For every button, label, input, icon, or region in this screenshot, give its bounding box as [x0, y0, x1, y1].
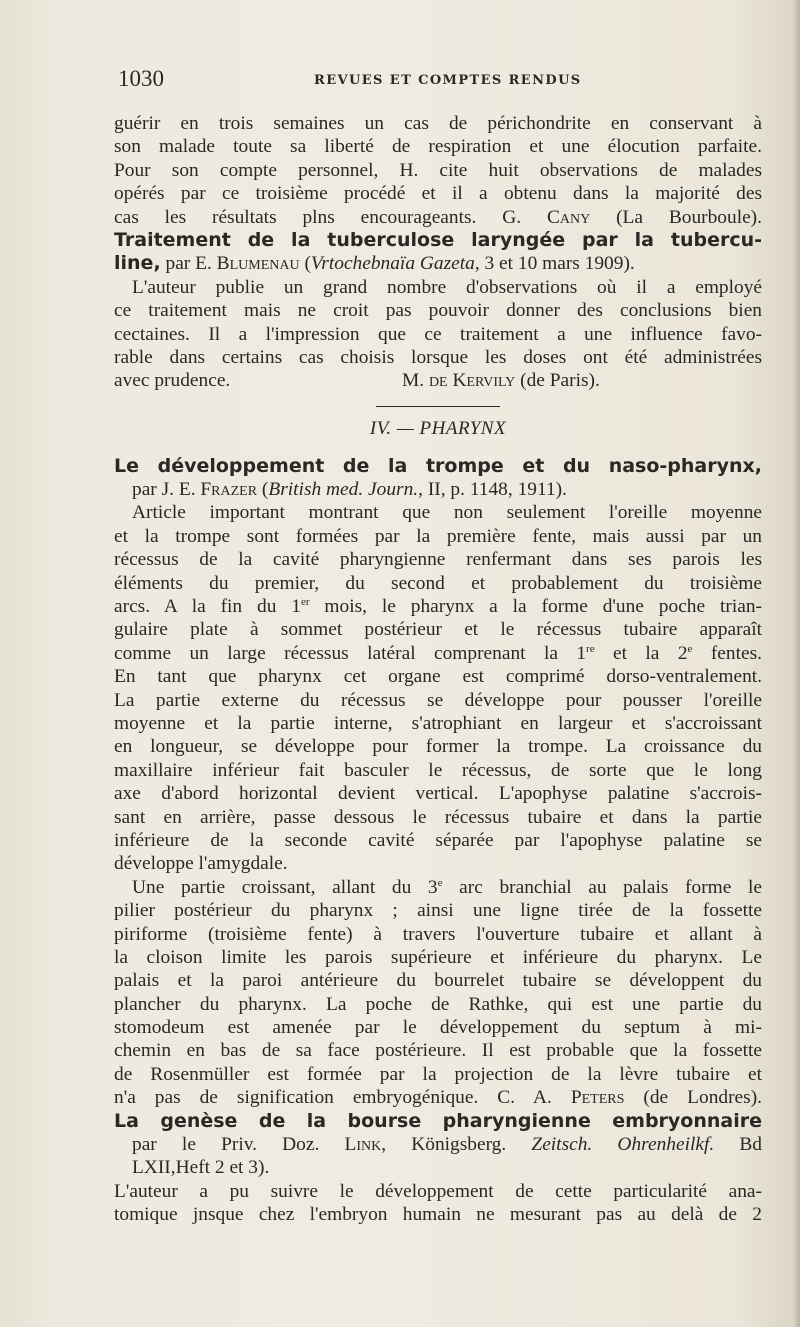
signature-name: Kervily: [452, 370, 516, 392]
journal-details: , II, p. 1148, 1911).: [418, 479, 567, 501]
article-byline: [114, 478, 762, 501]
text-line: en longueur, se développe pour former la trompe. La croissance du: [114, 736, 762, 758]
section-divider: [376, 406, 500, 407]
page-edge: [792, 0, 800, 1327]
text-line: gulaire plate à sommet postérieur et le récessus tubaire apparaît: [114, 619, 762, 641]
page-number: 1030: [118, 66, 164, 91]
signature: [497, 1087, 762, 1108]
text-fragment: Une partie croissant, allant du 3: [132, 876, 438, 898]
byline-prefix: par J. E.: [132, 479, 201, 501]
text-line: Pour son compte personnel, H. cite huit observations de malades: [114, 159, 762, 181]
text-line: plancher du pharynx. La poche de Rathke, qui est une partie du: [114, 993, 762, 1015]
text-line: éléments du premier, du second et probablement du troisième: [114, 572, 762, 594]
article-title: Traitement de la tuberculose laryngée par la tubercu-: [114, 228, 762, 251]
article-title: Le développement de la trompe et du naso-pharynx,: [114, 454, 762, 477]
author-name: Blumenau: [216, 253, 300, 275]
text-line: piriforme (troisième fente) à travers l'ouverture tubaire et allant à: [114, 923, 762, 945]
byline-paren: (: [257, 479, 269, 501]
text-line: [114, 1086, 762, 1109]
signature-particle: de: [428, 370, 448, 392]
article-developpement: [114, 455, 762, 1110]
text-line: développe l'amygdale.: [114, 853, 288, 875]
signature-initial: G.: [502, 206, 547, 228]
superscript: er: [300, 596, 310, 609]
author-name: Link: [344, 1134, 382, 1156]
text-line: La partie externe du récessus se développe pour pousser l'oreille: [114, 689, 762, 711]
text-line: L'auteur publie un grand nombre d'observations où il a employé: [132, 276, 762, 298]
text-fragment: et la 2: [594, 642, 688, 664]
text-line: opérés par ce troisième procédé et il a obtenu dans la majorité des: [114, 183, 762, 205]
text-line: L'auteur a pu suivre le développement de cette particularité ana-: [114, 1180, 762, 1202]
text-fragment: arcs. A la fin du 1: [114, 596, 301, 618]
author-name: Frazer: [200, 479, 258, 501]
text-fragment: n'a pas de signification embryogénique.: [114, 1087, 479, 1109]
text-line: maxillaire inférieur fait basculer le récessus, de sorte que le long: [114, 759, 762, 781]
superscript: e: [687, 642, 693, 655]
superscript: re: [586, 642, 595, 655]
signature: [402, 369, 600, 392]
signature-initial: M.: [402, 370, 429, 392]
byline-prefix: par le Priv. Doz.: [132, 1134, 345, 1156]
signature-place: (de Paris).: [515, 370, 600, 392]
text-line: palais et la paroi antérieure du bourrelet tubaire se développent du: [114, 970, 762, 992]
text-line: inférieure de la seconde cavité séparée par l'apophyse palatine se: [114, 829, 762, 851]
text-fragment: avec prudence.: [114, 370, 231, 392]
signature-place: (de Londres).: [624, 1087, 762, 1109]
article-title: La genèse de la bourse pharyngienne embryonnaire: [114, 1109, 762, 1132]
journal-name: Zeitsch. Ohrenheilkf.: [531, 1134, 715, 1156]
text-line: sant en arrière, passe dessous le récessus tubaire et dans la partie: [114, 806, 762, 828]
text-line: chemin en bas de sa face postérieure. Il est probable que la fossette: [114, 1040, 762, 1062]
article-bourse-pharyngienne: [114, 1110, 762, 1227]
text-fragment: fentes.: [692, 642, 762, 664]
text-fragment: arc branchial au palais forme le: [442, 876, 762, 898]
page-header: [114, 64, 762, 94]
text-line: rable dans certains cas choisis lorsque les doses ont été administrées: [114, 346, 762, 368]
byline-paren: (: [299, 253, 311, 275]
text-line: guérir en trois semaines un cas de périchondrite en conservant à: [114, 113, 762, 134]
text-line: [114, 206, 762, 229]
text-line: moyenne et la partie interne, s'atrophiant en largeur et s'accroissant: [114, 712, 762, 734]
signature: [502, 207, 762, 228]
article-title-end: line,: [114, 252, 161, 275]
journal-name: British med. Journ.: [268, 479, 419, 501]
superscript: e: [437, 876, 443, 889]
text-line: son malade toute sa liberté de respiration et une élocution parfaite.: [114, 136, 762, 158]
article-byline-continued: LXII,Heft 2 et 3).: [132, 1157, 270, 1179]
article-tuberculose: [114, 229, 762, 393]
journal-name: Vrtochebnaïa Gazeta: [310, 253, 475, 275]
text-line: En tant que pharynx cet organe est comprimé dorso-ventralement.: [114, 666, 762, 688]
text-line: et la trompe sont formées par la première fente, mais aussi par un: [114, 525, 762, 547]
signature-name: Peters: [570, 1087, 625, 1109]
journal-details: , 3 et 10 mars 1909).: [474, 253, 635, 275]
text-fragment: cas les résultats plns encourageants.: [114, 206, 477, 228]
text-line: cectaines. Il a l'impression que ce traitement a une influence favo-: [114, 323, 762, 345]
text-line: [114, 876, 762, 899]
text-line: de Rosenmüller est formée par la projection de la lèvre tubaire et: [114, 1063, 762, 1085]
text-line: axe d'abord horizontal devient vertical. L'apophyse palatine s'accrois-: [114, 783, 762, 805]
text-fragment: mois, le pharynx a la forme d'une poche trian-: [309, 596, 762, 618]
byline-prefix: par E.: [160, 253, 217, 275]
article-title-line: [114, 455, 762, 478]
text-fragment: comme un large récessus latéral comprenant la 1: [114, 642, 587, 664]
signature-initial: C. A.: [497, 1087, 571, 1109]
text-line: stomodeum est amenée par le développement du septum à mi-: [114, 1017, 762, 1039]
signature-name: Cany: [546, 206, 591, 228]
text-line: Article important montrant que non seulement l'oreille moyenne: [132, 502, 762, 524]
text-line: tomique jnsque chez l'embryon humain ne mesurant pas au delà de 2: [114, 1204, 762, 1226]
text-line: [114, 642, 762, 665]
article-title-line: [114, 229, 762, 252]
section-heading: IV. — PHARYNX: [369, 417, 507, 439]
journal-details: Bd: [714, 1134, 762, 1156]
text-line: pilier postérieur du pharynx ; ainsi une ligne tirée de la fossette: [114, 900, 762, 922]
page-body: [114, 112, 762, 1227]
text-line: [114, 369, 762, 392]
article-byline: [114, 1133, 762, 1156]
text-line: [114, 595, 762, 618]
text-line: ce traitement mais ne croit pas pouvoir donner des conclusions bien: [114, 300, 762, 322]
text-line: la cloison limite les parois supérieure et inférieure du pharynx. Le: [114, 946, 762, 968]
text-line: récessus de la cavité pharyngienne renfermant dans ses parois les: [114, 549, 762, 571]
continuation-paragraph: [114, 112, 762, 229]
article-byline: [114, 252, 762, 275]
running-title: REVUES ET COMPTES RENDUS: [314, 73, 582, 88]
byline-place: , Königsberg.: [381, 1134, 532, 1156]
article-title-line: [114, 1110, 762, 1133]
signature-place: (La Bourboule).: [590, 206, 762, 228]
